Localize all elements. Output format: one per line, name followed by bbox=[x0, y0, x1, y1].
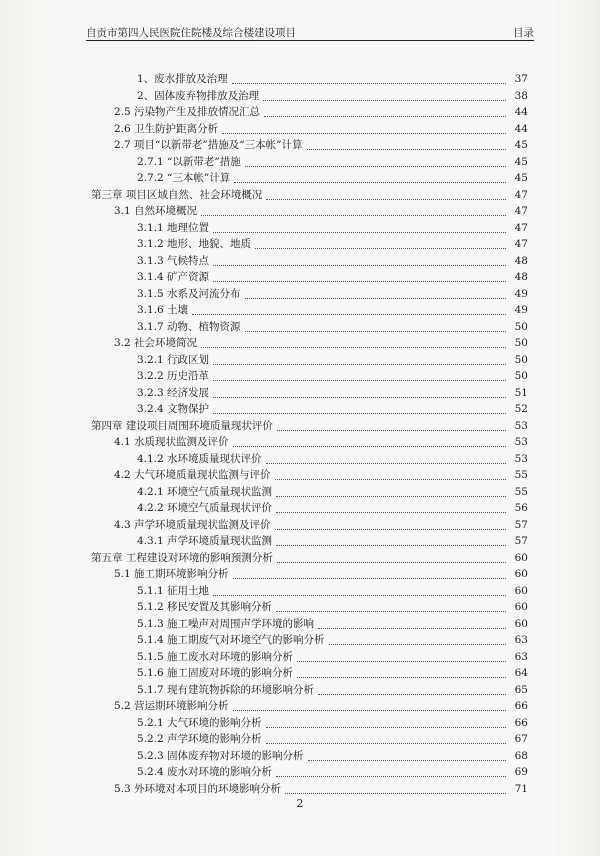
toc-entry bbox=[0, 781, 600, 797]
toc-entry-title: 2.5 污染物产生及排放情况汇总 bbox=[114, 106, 261, 118]
toc-entry bbox=[0, 583, 600, 599]
toc-entry-page: 60 bbox=[514, 584, 528, 597]
toc-entry-title: 4.3.1 声学环境质量现状监测 bbox=[137, 535, 273, 547]
toc-entry-page: 47 bbox=[514, 221, 528, 234]
header-section-label: 目录 bbox=[513, 27, 534, 39]
toc-entry-title: 5.2 营运期环境影响分析 bbox=[114, 700, 229, 712]
toc-dot-leader bbox=[245, 166, 506, 167]
toc-entry-title: 3.1.1 地理位置 bbox=[137, 221, 210, 234]
toc-entry bbox=[0, 599, 600, 615]
toc-entry bbox=[0, 434, 600, 450]
toc-entry-page: 50 bbox=[514, 320, 528, 333]
header-project-title: 自贡市第四人民医院住院楼及综合楼建设项目 bbox=[86, 27, 296, 39]
toc-entry bbox=[0, 220, 600, 236]
toc-entry-page: 64 bbox=[514, 667, 528, 679]
toc-dot-leader bbox=[222, 133, 506, 134]
toc-entry-title: 5.1.4 施工期废气对环境空气的影响分析 bbox=[137, 634, 325, 646]
toc-entry-title: 3.2.2 历史沿革 bbox=[137, 370, 210, 382]
toc-entry bbox=[0, 286, 600, 302]
toc-dot-leader bbox=[213, 232, 506, 233]
toc-dot-leader bbox=[275, 479, 506, 480]
toc-dot-leader bbox=[234, 182, 506, 183]
toc-entry-page: 50 bbox=[514, 370, 528, 382]
toc-dot-leader bbox=[307, 149, 506, 150]
toc-entry-page: 67 bbox=[514, 733, 528, 745]
toc-entry-title: 5.1.2 移民安置及其影响分析 bbox=[137, 601, 273, 613]
toc-entry-title: 3.2 社会环境简况 bbox=[114, 337, 198, 349]
toc-entry-title: 4.1.2 水环境质量现状评价 bbox=[137, 452, 262, 465]
toc-dot-leader bbox=[245, 331, 506, 332]
toc-entry-page: 53 bbox=[514, 419, 528, 432]
toc-entry-page: 68 bbox=[514, 749, 528, 762]
toc-entry bbox=[0, 302, 600, 318]
toc-entry bbox=[0, 418, 600, 434]
toc-dot-leader bbox=[266, 463, 506, 464]
toc-entry-page: 47 bbox=[514, 205, 528, 217]
toc-entry-page: 44 bbox=[514, 122, 528, 135]
toc-dot-leader bbox=[233, 446, 506, 447]
page-number: 2 bbox=[296, 797, 304, 810]
toc-entry-page: 55 bbox=[514, 485, 528, 498]
toc-entry bbox=[0, 269, 600, 285]
toc-entry-title: 5.1.1 征用土地 bbox=[137, 584, 210, 597]
toc-entry bbox=[0, 665, 600, 681]
toc-entry bbox=[0, 187, 600, 203]
toc-entry-page: 47 bbox=[514, 188, 528, 201]
toc-entry-page: 37 bbox=[514, 73, 528, 85]
toc-dot-leader bbox=[276, 611, 506, 612]
toc-entry bbox=[0, 533, 600, 549]
toc-entry-title: 2.7.2 “三本帐”计算 bbox=[137, 172, 231, 184]
toc-entry bbox=[0, 236, 600, 252]
toc-entry-page: 52 bbox=[514, 403, 528, 415]
toc-entry bbox=[0, 698, 600, 714]
toc-entry-page: 66 bbox=[514, 716, 528, 729]
toc-dot-leader bbox=[245, 298, 506, 299]
toc-entry-page: 57 bbox=[514, 535, 528, 547]
toc-entry bbox=[0, 352, 600, 368]
toc-entry bbox=[0, 566, 600, 582]
toc-entry-title: 5.1.3 施工噪声对周围声学环境的影响 bbox=[137, 617, 315, 630]
toc-entry bbox=[0, 500, 600, 516]
toc-dot-leader bbox=[264, 116, 506, 117]
toc-dot-leader bbox=[285, 793, 506, 794]
toc-entry-title: 第四章 建设项目周围环境质量现状评价 bbox=[91, 419, 273, 432]
toc-entry-title: 5.1.7 现有建筑物拆除的环境影响分析 bbox=[137, 683, 315, 696]
toc-entry bbox=[0, 632, 600, 648]
toc-entry-page: 60 bbox=[514, 568, 528, 580]
toc-entry-title: 2、固体废弃物排放及治理 bbox=[137, 89, 260, 102]
toc-dot-leader bbox=[263, 100, 506, 101]
toc-entry-title: 3.1.7 动物、植物资源 bbox=[137, 320, 241, 333]
toc-entry bbox=[0, 71, 600, 87]
toc-dot-leader bbox=[308, 760, 506, 761]
toc-entry-page: 50 bbox=[514, 337, 528, 349]
toc-entry-page: 50 bbox=[514, 353, 528, 366]
toc-entry bbox=[0, 368, 600, 384]
toc-entry bbox=[0, 104, 600, 120]
toc-dot-leader bbox=[213, 265, 506, 266]
toc-entry bbox=[0, 137, 600, 153]
toc-entry bbox=[0, 484, 600, 500]
toc-dot-leader bbox=[277, 430, 506, 431]
toc-entry-page: 63 bbox=[514, 634, 528, 646]
toc-entry-page: 45 bbox=[514, 139, 528, 151]
toc-entry-title: 3.2.1 行政区划 bbox=[137, 353, 210, 366]
toc-entry-title: 3.1.5 水系及河流分布 bbox=[137, 287, 241, 300]
toc-dot-leader bbox=[233, 578, 506, 579]
toc-entry-page: 69 bbox=[514, 766, 528, 778]
toc-entry-title: 3.1 自然环境概况 bbox=[114, 205, 198, 217]
toc-entry-page: 38 bbox=[514, 89, 528, 102]
toc-entry-title: 3.1.2 地形、地貌、地质 bbox=[137, 238, 252, 250]
toc-entry-title: 3.2.4 文物保护 bbox=[137, 403, 210, 415]
toc-entry bbox=[0, 748, 600, 764]
toc-dot-leader bbox=[213, 364, 506, 365]
toc-entry bbox=[0, 335, 600, 351]
toc-entry-title: 5.2.1 大气环境的影响分析 bbox=[137, 716, 262, 729]
toc-entry-title: 2.7 项目“以新带老”措施及“三本帐”计算 bbox=[114, 139, 303, 151]
toc-dot-leader bbox=[297, 677, 506, 678]
toc-entry-page: 55 bbox=[514, 469, 528, 481]
toc-dot-leader bbox=[275, 529, 506, 530]
toc-entry bbox=[0, 715, 600, 731]
toc-entry bbox=[0, 682, 600, 698]
toc-entry bbox=[0, 253, 600, 269]
toc-entry-page: 66 bbox=[514, 700, 528, 712]
toc-entry-title: 5.1.5 施工废水对环境的影响分析 bbox=[137, 650, 294, 663]
toc-entry-title: 4.2 大气环境质量现状监测与评价 bbox=[114, 469, 271, 481]
toc-entry bbox=[0, 517, 600, 533]
toc-entry-title: 3.1.4 矿产资源 bbox=[137, 271, 210, 283]
toc-dot-leader bbox=[213, 397, 506, 398]
toc-entry-title: 5.2.2 声学环境的影响分析 bbox=[137, 733, 262, 745]
toc-entry-page: 47 bbox=[514, 238, 528, 250]
toc-dot-leader bbox=[213, 595, 506, 596]
toc-dot-leader bbox=[233, 710, 506, 711]
toc-dot-leader bbox=[276, 512, 506, 513]
toc-entry bbox=[0, 649, 600, 665]
toc-entry bbox=[0, 88, 600, 104]
toc-entry bbox=[0, 550, 600, 566]
toc-entry-page: 44 bbox=[514, 106, 528, 118]
toc-dot-leader bbox=[277, 562, 506, 563]
toc-dot-leader bbox=[213, 380, 506, 381]
toc-entry bbox=[0, 203, 600, 219]
toc-dot-leader bbox=[318, 694, 506, 695]
toc-dot-leader bbox=[266, 727, 506, 728]
toc-entry-page: 49 bbox=[514, 287, 528, 300]
toc-entry-title: 2.7.1 “以新带老”措施 bbox=[137, 155, 241, 168]
toc-dot-leader bbox=[213, 281, 506, 282]
toc-entry-page: 45 bbox=[514, 155, 528, 168]
toc-dot-leader bbox=[276, 496, 506, 497]
toc-entry-page: 71 bbox=[514, 782, 528, 795]
toc-entry-page: 65 bbox=[514, 683, 528, 696]
toc-dot-leader bbox=[276, 545, 506, 546]
toc-entry-title: 4.1 水质现状监测及评价 bbox=[114, 436, 229, 448]
toc-entry bbox=[0, 319, 600, 335]
toc-entry-page: 48 bbox=[514, 271, 528, 283]
toc-dot-leader bbox=[192, 314, 506, 315]
toc-entry bbox=[0, 451, 600, 467]
toc-entry bbox=[0, 401, 600, 417]
toc-entry-title: 5.1.6 施工固废对环境的影响分析 bbox=[137, 667, 294, 679]
toc-entry-title: 4.3 声学环境质量现状监测及评价 bbox=[114, 518, 271, 531]
toc-entry-title: 5.3 外环境对本项目的环境影响分析 bbox=[114, 782, 282, 795]
toc-entry-title: 3.2.3 经济发展 bbox=[137, 386, 210, 399]
toc-entry-title: 5.2.4 废水对环境的影响分析 bbox=[137, 766, 273, 778]
toc-entry-title: 1、废水排放及治理 bbox=[137, 73, 228, 85]
toc-dot-leader bbox=[213, 413, 506, 414]
toc-entry-title: 3.1.6 土壤 bbox=[137, 304, 189, 316]
toc-entry-title: 5.2.3 固体废弃物对环境的影响分析 bbox=[137, 749, 304, 762]
toc-entry-page: 53 bbox=[514, 436, 528, 448]
toc-dot-leader bbox=[266, 199, 506, 200]
toc-dot-leader bbox=[318, 628, 506, 629]
toc-entry-page: 51 bbox=[514, 386, 528, 399]
toc-entry-title: 4.2.2 环境空气质量现状评价 bbox=[137, 502, 273, 514]
toc-entry-title: 第五章 工程建设对环境的影响预测分析 bbox=[91, 551, 273, 564]
toc-entry-title: 4.2.1 环境空气质量现状监测 bbox=[137, 485, 273, 498]
toc-dot-leader bbox=[266, 743, 506, 744]
toc-entry-title: 2.6 卫生防护距离分析 bbox=[114, 122, 219, 135]
toc-entry-title: 3.1.3 气候特点 bbox=[137, 254, 210, 267]
toc-entry bbox=[0, 154, 600, 170]
toc-dot-leader bbox=[255, 248, 506, 249]
toc-entry-page: 49 bbox=[514, 304, 528, 316]
toc-entry bbox=[0, 764, 600, 780]
toc-dot-leader bbox=[329, 644, 506, 645]
toc-entry-page: 57 bbox=[514, 518, 528, 531]
toc-entry bbox=[0, 731, 600, 747]
toc-entry-page: 63 bbox=[514, 650, 528, 663]
toc-dot-leader bbox=[201, 347, 506, 348]
toc-entry-page: 60 bbox=[514, 551, 528, 564]
toc-dot-leader bbox=[232, 83, 506, 84]
toc-entry bbox=[0, 467, 600, 483]
toc-entry-title: 第三章 项目区域自然、社会环境概况 bbox=[91, 188, 263, 201]
toc-entry-title: 5.1 施工期环境影响分析 bbox=[114, 568, 229, 580]
toc-entry-page: 53 bbox=[514, 452, 528, 465]
toc-dot-leader bbox=[276, 776, 506, 777]
toc-entry-page: 48 bbox=[514, 254, 528, 267]
toc-dot-leader bbox=[297, 661, 506, 662]
toc-entry bbox=[0, 121, 600, 137]
toc-entry bbox=[0, 385, 600, 401]
page-header bbox=[86, 26, 534, 41]
toc-entry-page: 60 bbox=[514, 601, 528, 613]
toc-entry bbox=[0, 170, 600, 186]
toc-entry bbox=[0, 616, 600, 632]
toc-entry-page: 45 bbox=[514, 172, 528, 184]
toc-dot-leader bbox=[201, 215, 506, 216]
toc-entry-page: 56 bbox=[514, 502, 528, 514]
toc-entry-page: 60 bbox=[514, 617, 528, 630]
